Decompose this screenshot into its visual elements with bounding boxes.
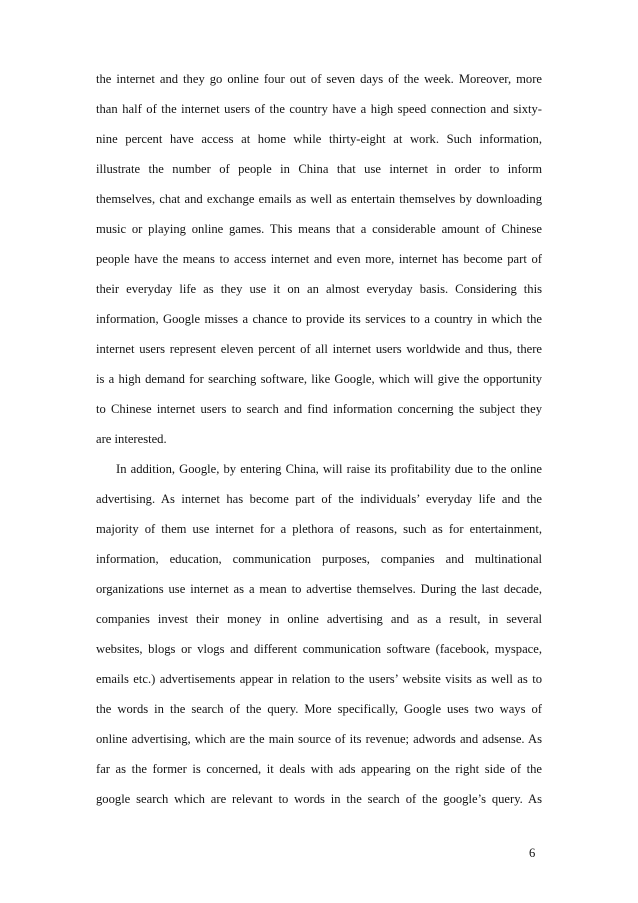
text-line: advertising. As internet has become part of the individuals’ everyday life and the	[96, 492, 542, 506]
text-line: google search which are relevant to words in the search of the google’s query. As	[96, 792, 542, 806]
body-text	[96, 64, 542, 814]
text-line: music or playing online games. This means that a considerable amount of Chinese	[96, 222, 542, 236]
text-line: online advertising, which are the main source of its revenue; adwords and adsense. As	[96, 732, 542, 746]
text-line: far as the former is concerned, it deals with ads appearing on the right side of the	[96, 762, 542, 776]
page-number: 6	[529, 846, 536, 860]
text-line: information, Google misses a chance to provide its services to a country in which the	[96, 312, 542, 326]
text-line: are interested.	[96, 432, 167, 446]
text-line: than half of the internet users of the country have a high speed connection and sixty-	[96, 102, 542, 116]
text-line: themselves, chat and exchange emails as well as entertain themselves by downloading	[96, 192, 542, 206]
text-line: people have the means to access internet and even more, internet has become part of	[96, 252, 542, 266]
text-line: websites, blogs or vlogs and different communication software (facebook, myspace,	[96, 642, 542, 656]
text-line: their everyday life as they use it on an almost everyday basis. Considering this	[96, 282, 542, 296]
text-line: illustrate the number of people in China that use internet in order to inform	[96, 162, 542, 176]
text-line: the words in the search of the query. More specifically, Google uses two ways of	[96, 702, 542, 716]
text-line: majority of them use internet for a plethora of reasons, such as for entertainment,	[96, 522, 542, 536]
text-line: to Chinese internet users to search and find information concerning the subject they	[96, 402, 542, 416]
text-line: organizations use internet as a mean to advertise themselves. During the last decade,	[96, 582, 542, 596]
text-line: nine percent have access at home while thirty-eight at work. Such information,	[96, 132, 542, 146]
text-line: information, education, communication purposes, companies and multinational	[96, 552, 542, 566]
text-line: the internet and they go online four out of seven days of the week. Moreover, more	[96, 72, 542, 86]
text-line: emails etc.) advertisements appear in relation to the users’ website visits as well as to	[96, 672, 542, 686]
paragraph-1	[96, 64, 542, 454]
text-line: is a high demand for searching software, like Google, which will give the opportunity	[96, 372, 542, 386]
text-line: In addition, Google, by entering China, will raise its profitability due to the online	[116, 462, 542, 476]
text-line: internet users represent eleven percent of all internet users worldwide and thus, there	[96, 342, 542, 356]
paragraph-2	[96, 454, 542, 814]
text-line: companies invest their money in online advertising and as a result, in several	[96, 612, 542, 626]
